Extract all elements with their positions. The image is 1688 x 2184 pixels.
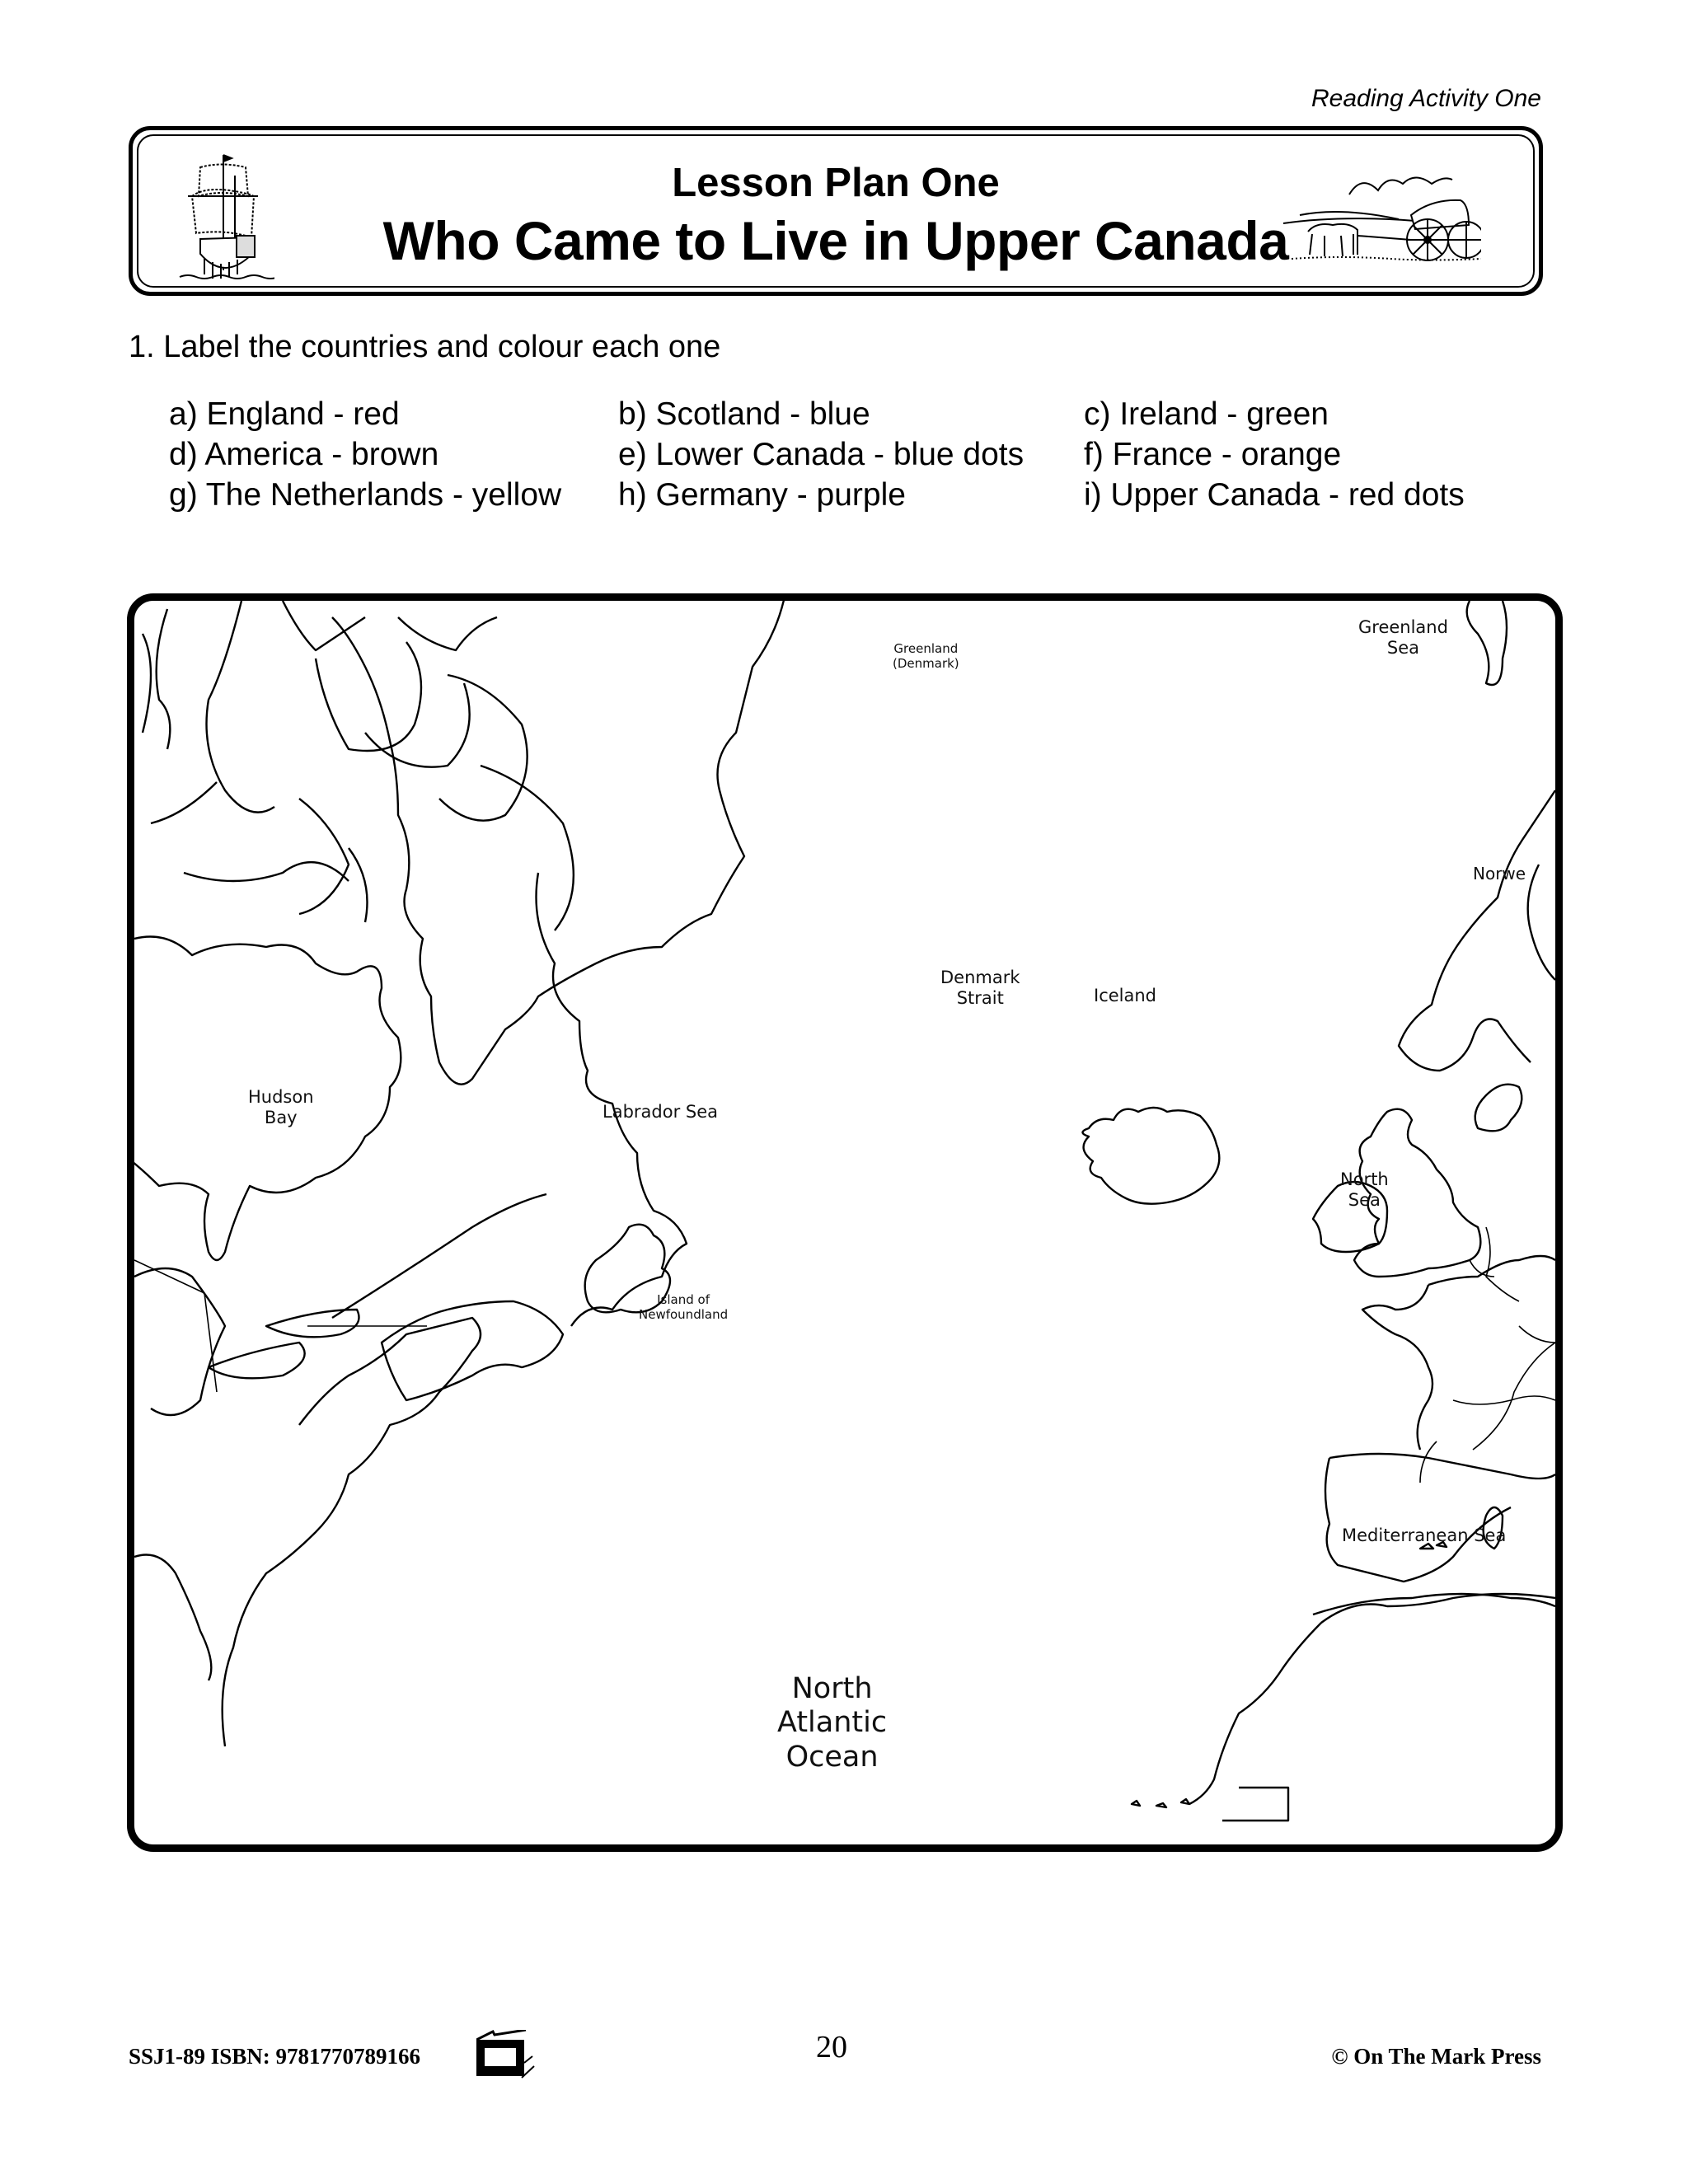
- us-east-coast: [134, 1318, 481, 1746]
- legend-item-france: f) France - orange: [1084, 437, 1342, 472]
- footer-code-isbn: SSJ1-89 ISBN: 9781770789166: [129, 2044, 421, 2069]
- denmark: [1475, 1085, 1522, 1132]
- outline-map: [127, 593, 1563, 1852]
- label-atlantic-line1: North: [791, 1672, 873, 1705]
- st-lawrence-river: [332, 1194, 546, 1318]
- label-norwegian-sea-partial: Norwe: [1473, 864, 1526, 883]
- label-greenland-sea: [1358, 617, 1448, 658]
- svalbard: [1467, 601, 1507, 685]
- scandinavia: [1399, 790, 1555, 1071]
- on-the-mark-press-logo-icon: [476, 2030, 567, 2079]
- label-atlantic-line2: Atlantic: [777, 1706, 888, 1740]
- atlantic-islands: [1132, 1799, 1189, 1807]
- label-denmark-strait-line1: Denmark: [940, 968, 1020, 987]
- country-borders: [1420, 1227, 1555, 1483]
- footer-copyright: © On The Mark Press: [1331, 2044, 1541, 2069]
- great-lakes: [134, 1268, 359, 1415]
- legend-item-america: d) America - brown: [169, 437, 439, 472]
- us-canada-border: [134, 1260, 427, 1392]
- lesson-label: Lesson Plan One: [672, 161, 1000, 205]
- label-north-sea-line2: Sea: [1348, 1189, 1381, 1210]
- label-atlantic-line3: Ocean: [785, 1740, 879, 1774]
- north-africa: [1189, 1594, 1555, 1821]
- label-greenland-sea-line1: Greenland: [1358, 617, 1448, 637]
- label-north-sea: [1340, 1169, 1389, 1211]
- page-number: 20: [816, 2030, 847, 2064]
- label-mediterranean-sea: Mediterranean Sea: [1342, 1526, 1507, 1545]
- label-denmark-strait: [940, 968, 1020, 1009]
- iceland: [1083, 1108, 1220, 1204]
- colour-legend: [169, 396, 1529, 513]
- legend-item-ireland: c) Ireland - green: [1084, 396, 1329, 432]
- map-outlines: [134, 601, 1555, 1844]
- label-greenland-line1: Greenland: [893, 641, 959, 656]
- legend-item-upper-canada: i) Upper Canada - red dots: [1084, 477, 1465, 513]
- continental-europe: [1313, 1256, 1555, 1615]
- legend-item-germany: h) Germany - purple: [618, 477, 906, 513]
- legend-item-england: a) England - red: [169, 396, 400, 432]
- label-newfoundland-line1: Island of: [657, 1292, 710, 1307]
- label-hudson-bay: [248, 1087, 314, 1128]
- running-head: Reading Activity One: [1311, 85, 1541, 112]
- label-iceland: Iceland: [1094, 986, 1157, 1005]
- label-greenland-sea-line2: Sea: [1386, 637, 1420, 658]
- label-greenland: [893, 642, 959, 671]
- label-newfoundland-line2: Newfoundland: [639, 1306, 729, 1322]
- legend-item-netherlands: g) The Netherlands - yellow: [169, 477, 562, 513]
- label-greenland-line2: (Denmark): [893, 655, 959, 671]
- label-hudson-bay-line1: Hudson: [248, 1087, 314, 1107]
- legend-item-scotland: b) Scotland - blue: [618, 396, 870, 432]
- title-banner: [129, 126, 1543, 296]
- arctic-islands: [143, 601, 574, 930]
- label-newfoundland: [639, 1293, 728, 1322]
- ox-wagon-icon: [1275, 170, 1481, 269]
- label-north-sea-line1: North: [1340, 1169, 1389, 1189]
- legend-item-lower-canada: e) Lower Canada - blue dots: [618, 437, 1025, 472]
- lesson-title: Who Came to Live in Upper Canada: [382, 210, 1289, 271]
- greenland: [332, 601, 810, 1085]
- label-north-atlantic-ocean: [777, 1672, 887, 1774]
- label-denmark-strait-line2: Strait: [956, 987, 1004, 1008]
- label-hudson-bay-line2: Bay: [264, 1107, 298, 1127]
- label-labrador-sea: Labrador Sea: [603, 1102, 719, 1122]
- instruction-text: 1. Label the countries and colour each one: [129, 330, 721, 364]
